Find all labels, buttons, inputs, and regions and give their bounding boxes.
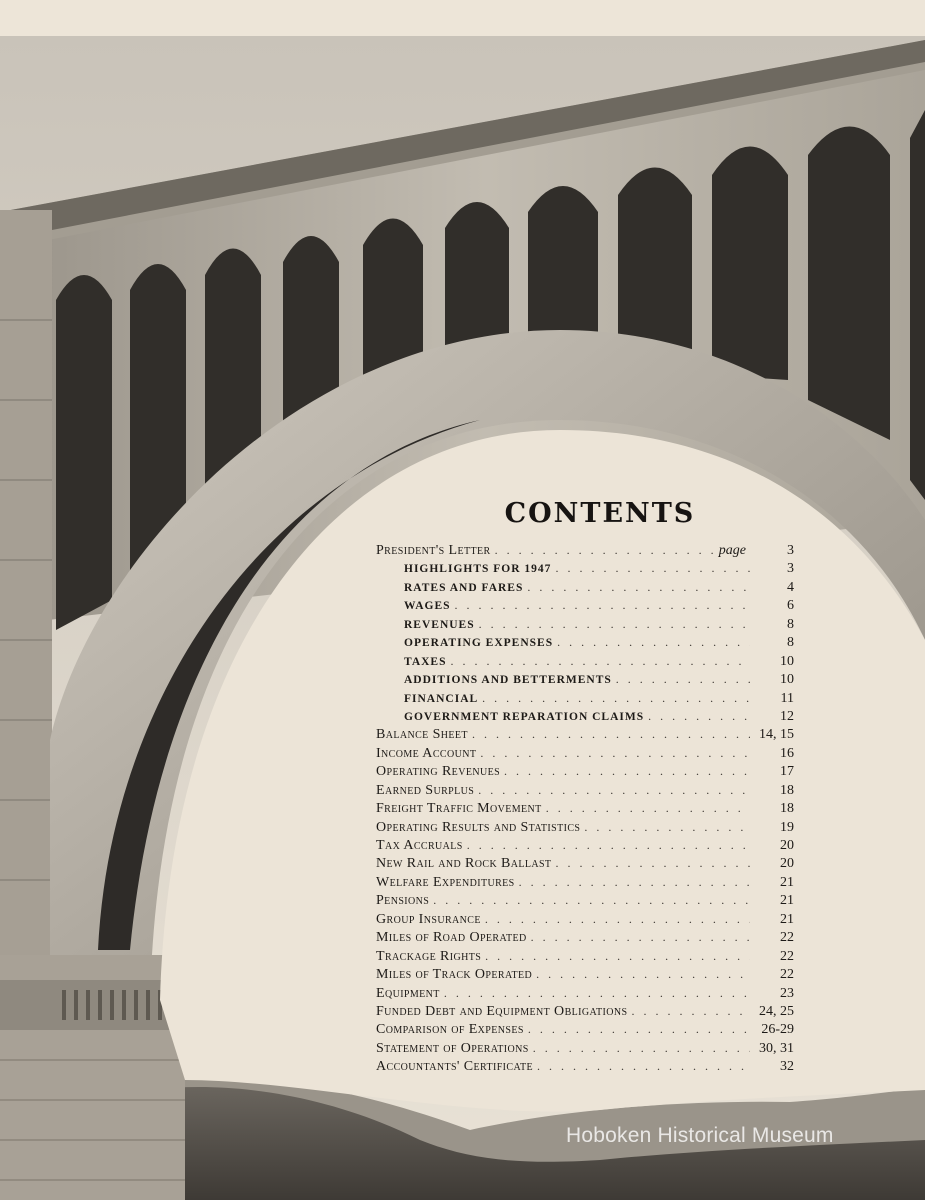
toc-leader-dots — [555, 854, 750, 872]
toc-entry — [376, 781, 794, 799]
toc-leader-dots — [546, 799, 750, 817]
toc-entry-label: Accountants' Certificate — [376, 1059, 534, 1075]
toc-leader-dots — [444, 984, 750, 1002]
toc-entry-page: 32 — [780, 1059, 794, 1075]
toc-entry-label: REVENUES — [404, 618, 475, 631]
toc-entry — [376, 1039, 794, 1057]
museum-watermark: Hoboken Historical Museum — [566, 1124, 834, 1147]
toc-leader-dots — [631, 1002, 750, 1020]
toc-subentry — [376, 707, 794, 725]
toc-entry-page: 23 — [780, 985, 794, 1001]
toc-entry-page: 8 — [787, 616, 794, 632]
toc-leader-dots — [455, 596, 750, 614]
toc-entry-label: ADDITIONS AND BETTERMENTS — [404, 674, 612, 687]
toc-leader-dots — [495, 541, 715, 559]
toc-leader-dots — [527, 578, 750, 596]
toc-entry — [376, 725, 794, 743]
toc-subentry — [376, 559, 794, 577]
toc-entry-page: 19 — [780, 819, 794, 835]
toc-entry — [376, 854, 794, 872]
toc-subentry — [376, 578, 794, 596]
toc-entry-page: 8 — [787, 635, 794, 651]
toc-entry-label: Equipment — [376, 985, 440, 1001]
toc-leader-dots — [472, 725, 750, 743]
toc-entry-label: New Rail and Rock Ballast — [376, 856, 552, 872]
toc-leader-dots — [504, 762, 750, 780]
toc-leader-dots — [479, 615, 750, 633]
toc-leader-dots — [648, 707, 750, 725]
toc-entry — [376, 928, 794, 946]
table-of-contents — [376, 498, 794, 1076]
toc-subentry — [376, 615, 794, 633]
toc-entry — [376, 984, 794, 1002]
toc-entry — [376, 762, 794, 780]
toc-entry — [376, 799, 794, 817]
toc-entry-page: 10 — [780, 653, 794, 669]
toc-leader-dots — [451, 652, 751, 670]
toc-entry-label: Comparison of Expenses — [376, 1022, 524, 1038]
toc-leader-dots — [519, 873, 750, 891]
toc-entry-label: WAGES — [404, 600, 451, 613]
toc-entry-label: Group Insurance — [376, 911, 481, 927]
toc-leader-dots — [482, 689, 750, 707]
toc-entry-label: RATES AND FARES — [404, 581, 524, 594]
toc-entry-label: Statement of Operations — [376, 1040, 529, 1056]
toc-entry — [376, 910, 794, 928]
toc-entry — [376, 947, 794, 965]
toc-entry — [376, 873, 794, 891]
toc-entry — [376, 1057, 794, 1075]
toc-leader-dots — [584, 818, 750, 836]
toc-entry — [376, 965, 794, 983]
toc-entry — [376, 818, 794, 836]
toc-entry-page: 12 — [780, 708, 794, 724]
toc-entry-page: 24, 25 — [759, 1003, 794, 1019]
toc-entry-page: 17 — [780, 764, 794, 780]
toc-entry-page: 26-29 — [761, 1022, 794, 1038]
toc-entry-page: 22 — [780, 930, 794, 946]
toc-entry-label: GOVERNMENT REPARATION CLAIMS — [404, 710, 645, 723]
toc-entry-page: 11 — [780, 690, 794, 706]
toc-leader-dots — [531, 928, 750, 946]
toc-entry-label: Pensions — [376, 893, 430, 909]
toc-entry-label: Freight Traffic Movement — [376, 801, 542, 817]
toc-list — [376, 541, 794, 1076]
toc-entry — [376, 541, 794, 559]
toc-entry-label: OPERATING EXPENSES — [404, 637, 554, 650]
toc-entry-page: 21 — [780, 911, 794, 927]
toc-leader-dots — [616, 670, 750, 688]
toc-entry — [376, 1020, 794, 1038]
toc-entry-page: 16 — [780, 745, 794, 761]
toc-leader-dots — [557, 633, 750, 651]
toc-leader-dots — [485, 947, 750, 965]
toc-entry-label: Tax Accruals — [376, 838, 463, 853]
toc-entry-page: 21 — [780, 893, 794, 909]
toc-entry — [376, 1002, 794, 1020]
toc-entry-label: President's Letter — [376, 543, 491, 558]
toc-leader-dots — [555, 559, 750, 577]
toc-entry-page: 22 — [780, 948, 794, 964]
toc-entry-label: FINANCIAL — [404, 692, 479, 705]
toc-leader-dots — [533, 1039, 750, 1057]
toc-leader-dots — [536, 965, 750, 983]
toc-entry-page: 20 — [780, 838, 794, 853]
toc-entry-label: HIGHLIGHTS FOR 1947 — [404, 563, 552, 576]
toc-entry-label: Earned Surplus — [376, 782, 475, 798]
toc-entry-page: 4 — [787, 579, 794, 595]
toc-entry-label: Operating Results and Statistics — [376, 819, 581, 835]
toc-entry-page: 20 — [780, 856, 794, 872]
toc-page-word: page — [718, 543, 746, 558]
toc-leader-dots — [480, 744, 750, 762]
toc-subentry — [376, 670, 794, 688]
toc-leader-dots — [478, 781, 750, 799]
toc-leader-dots — [433, 891, 750, 909]
toc-entry-label: Miles of Road Operated — [376, 930, 527, 946]
toc-subentry — [376, 633, 794, 651]
toc-entry — [376, 836, 794, 854]
toc-entry-page: 14, 15 — [759, 727, 794, 743]
toc-entry — [376, 891, 794, 909]
toc-entry-page: 18 — [780, 801, 794, 817]
toc-entry-page: 3 — [787, 561, 794, 577]
toc-entry-page: 30, 31 — [759, 1040, 794, 1056]
toc-entry-page: 6 — [787, 598, 794, 614]
toc-leader-dots — [528, 1020, 750, 1038]
toc-leader-dots — [467, 836, 750, 854]
toc-entry-label: Miles of Track Operated — [376, 967, 533, 983]
toc-entry-page: 10 — [780, 672, 794, 688]
toc-subentry — [376, 596, 794, 614]
toc-entry-label: TAXES — [404, 655, 447, 668]
toc-entry-label: Welfare Expenditures — [376, 874, 515, 890]
toc-entry-label: Trackage Rights — [376, 948, 482, 964]
contents-title: CONTENTS — [504, 498, 696, 529]
toc-entry-page: 18 — [780, 782, 794, 798]
toc-entry-label: Income Account — [376, 745, 477, 761]
toc-entry-label: Funded Debt and Equipment Obligations — [376, 1003, 628, 1019]
toc-subentry — [376, 652, 794, 670]
toc-leader-dots — [537, 1057, 750, 1075]
toc-leader-dots — [485, 910, 750, 928]
toc-subentry — [376, 689, 794, 707]
toc-entry-page: 3 — [787, 543, 794, 558]
toc-entry-page: 21 — [780, 874, 794, 890]
toc-entry-label: Operating Revenues — [376, 764, 501, 780]
toc-entry — [376, 744, 794, 762]
toc-entry-label: Balance Sheet — [376, 727, 468, 743]
toc-entry-page: 22 — [780, 967, 794, 983]
